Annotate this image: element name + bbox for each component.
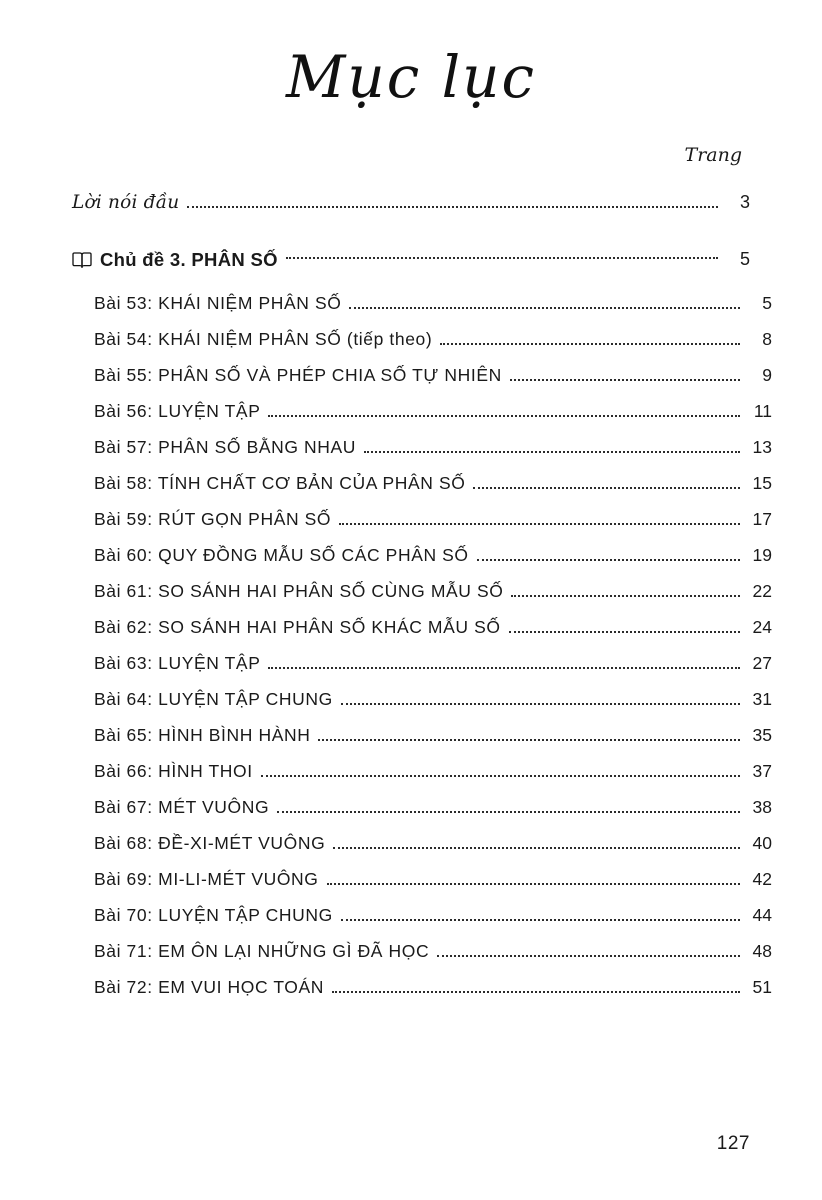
toc-entry-label: Bài 71: EM ÔN LẠI NHỮNG GÌ ĐÃ HỌC	[94, 940, 430, 961]
toc-entry-lesson-67[interactable]	[72, 797, 772, 818]
toc-entry-label: Bài 68: ĐỀ-XI-MÉT VUÔNG	[94, 832, 326, 853]
toc-entry-lesson-55[interactable]	[72, 365, 772, 386]
toc-entry-preface[interactable]	[72, 192, 750, 213]
leader-dots	[339, 522, 740, 525]
toc-entry-page: 9	[762, 364, 772, 385]
leader-dots	[268, 666, 740, 669]
toc-chapter-label-wrap	[72, 249, 278, 271]
toc-entry-page: 27	[752, 652, 772, 673]
page-column-header: Trang	[684, 143, 742, 166]
toc-entry-label: Bài 53: KHÁI NIỆM PHÂN SỐ	[94, 292, 342, 313]
toc-entry-lesson-54[interactable]	[72, 329, 772, 350]
toc-entry-page: 38	[752, 796, 772, 817]
page-title: Mục lục	[285, 43, 537, 111]
page-column-header-row	[72, 144, 750, 166]
toc-entry-page: 51	[752, 976, 772, 997]
toc-entry-label: Bài 60: QUY ĐỒNG MẪU SỐ CÁC PHÂN SỐ	[94, 544, 469, 565]
toc-entry-page: 3	[739, 191, 750, 212]
toc-entry-page: 5	[762, 292, 772, 313]
toc-list	[72, 191, 772, 998]
leader-dots	[261, 774, 740, 777]
toc-entry-label: Bài 62: SO SÁNH HAI PHÂN SỐ KHÁC MẪU SỐ	[94, 616, 501, 637]
toc-entry-label: Bài 54: KHÁI NIỆM PHÂN SỐ (tiếp theo)	[94, 328, 433, 349]
leader-dots	[437, 954, 740, 957]
leader-dots	[511, 594, 740, 597]
leader-dots	[509, 630, 740, 633]
toc-entry-lesson-66[interactable]	[72, 761, 772, 782]
leader-dots	[277, 810, 740, 813]
leader-dots	[341, 918, 740, 921]
leader-dots	[364, 450, 740, 453]
toc-entry-page: 31	[752, 688, 772, 709]
toc-entry-label: Bài 64: LUYỆN TẬP CHUNG	[94, 688, 333, 709]
toc-entry-page: 24	[752, 616, 772, 637]
toc-entry-lesson-68[interactable]	[72, 833, 772, 854]
toc-entry-page: 42	[752, 868, 772, 889]
toc-entry-page: 11	[753, 400, 772, 421]
toc-entry-label: Bài 57: PHÂN SỐ BẰNG NHAU	[94, 436, 357, 457]
leader-dots	[327, 882, 741, 885]
toc-entry-page: 22	[752, 580, 772, 601]
page-title-wrap	[72, 0, 750, 110]
toc-entry-label: Bài 59: RÚT GỌN PHÂN SỐ	[94, 508, 332, 529]
toc-entry-lesson-58[interactable]	[72, 473, 772, 494]
leader-dots	[473, 486, 740, 489]
toc-entry-label: Bài 69: MI-LI-MÉT VUÔNG	[94, 868, 319, 889]
leader-dots	[187, 205, 718, 208]
leader-dots	[440, 342, 740, 345]
toc-entry-label: Bài 70: LUYỆN TẬP CHUNG	[94, 904, 333, 925]
toc-entry-label: Bài 63: LUYỆN TẬP	[94, 652, 261, 673]
toc-entry-page: 15	[752, 472, 772, 493]
leader-dots	[510, 378, 740, 381]
toc-entry-page: 5	[739, 249, 750, 270]
toc-entry-lesson-72[interactable]	[72, 977, 772, 998]
toc-entry-page: 48	[752, 940, 772, 961]
toc-entry-lesson-65[interactable]	[72, 725, 772, 746]
toc-entry-page: 37	[752, 760, 772, 781]
toc-entry-lesson-61[interactable]	[72, 581, 772, 602]
leader-dots	[477, 558, 740, 561]
toc-entry-label: Lời nói đầu	[72, 191, 180, 213]
toc-entry-lesson-60[interactable]	[72, 545, 772, 566]
toc-entry-label: Bài 72: EM VUI HỌC TOÁN	[94, 976, 325, 997]
leader-dots	[332, 990, 740, 993]
toc-entry-page: 13	[752, 436, 772, 457]
leader-dots	[333, 846, 740, 849]
leader-dots	[349, 306, 740, 309]
leader-dots	[318, 738, 740, 741]
toc-entry-lesson-56[interactable]	[72, 401, 772, 422]
toc-entry-page: 19	[752, 544, 772, 565]
toc-entry-lesson-69[interactable]	[72, 869, 772, 890]
leader-dots	[286, 256, 718, 259]
toc-entry-page: 44	[752, 904, 772, 925]
toc-entry-lesson-59[interactable]	[72, 509, 772, 530]
toc-entry-lesson-53[interactable]	[72, 293, 772, 314]
toc-entry-chapter[interactable]	[72, 249, 750, 271]
toc-entry-lesson-71[interactable]	[72, 941, 772, 962]
toc-entry-lesson-63[interactable]	[72, 653, 772, 674]
toc-entry-lesson-62[interactable]	[72, 617, 772, 638]
toc-entry-label: Bài 66: HÌNH THOI	[94, 760, 253, 781]
toc-entry-label: Bài 61: SO SÁNH HAI PHÂN SỐ CÙNG MẪU SỐ	[94, 580, 504, 601]
toc-entry-label: Bài 56: LUYỆN TẬP	[94, 400, 261, 421]
toc-entry-label: Bài 67: MÉT VUÔNG	[94, 796, 270, 817]
book-icon	[72, 251, 92, 267]
toc-entry-label: Bài 55: PHÂN SỐ VÀ PHÉP CHIA SỐ TỰ NHIÊN	[94, 364, 502, 385]
toc-entry-label: Bài 58: TÍNH CHẤT CƠ BẢN CỦA PHÂN SỐ	[94, 472, 466, 493]
toc-chapter-label: Chủ đề 3. PHÂN SỐ	[100, 248, 278, 270]
toc-entry-label: Bài 65: HÌNH BÌNH HÀNH	[94, 724, 311, 745]
leader-dots	[341, 702, 740, 705]
toc-entry-page: 35	[752, 724, 772, 745]
leader-dots	[268, 414, 740, 417]
toc-entry-lesson-64[interactable]	[72, 689, 772, 710]
toc-entry-page: 8	[762, 328, 772, 349]
toc-entry-page: 40	[752, 832, 772, 853]
toc-entry-lesson-57[interactable]	[72, 437, 772, 458]
page-folio: 127	[716, 1133, 750, 1154]
toc-entry-lesson-70[interactable]	[72, 905, 772, 926]
toc-entry-page: 17	[752, 508, 772, 529]
